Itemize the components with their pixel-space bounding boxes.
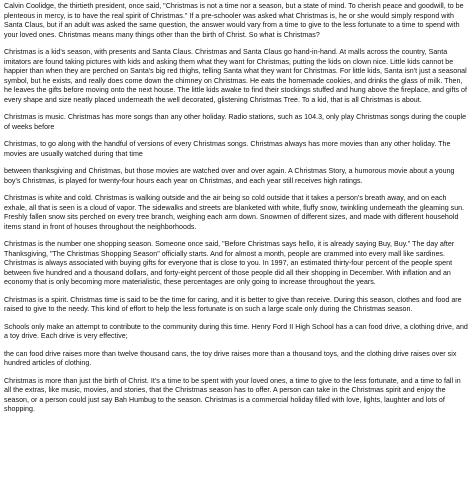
paragraph-spirit: Christmas is a spirit. Christmas time is said to be the time for caring, and it is better to give than receive. During this season, clothes and food are raised to give to the needy. This kind of effort to help the less fortunate is on such a large scale only during the Christmas season. (4, 295, 462, 313)
paragraph-shopping: Christmas is the number one shopping season. Someone once said, "Before Christmas says hello, it is already saying Buy, Buy." The day after Thanksgiving, "The Christmas Shopping Season" officially starts. And for almost a month, people are crammed into every mall like sardines. Christmas is always associated with buying gifts for everyone that is close to you. In 1997, an estimated thirty-four percent of the people spent between five hundred and a thousand dollars, and forty-eight percent of those people did all their shopping in December. With inflation and an economy that is only becoming more materialistic, these percentages are only going to increase throughout the years. (4, 240, 455, 286)
paragraph-intro: Calvin Coolidge, the thirtieth president, once said, "Christmas is not a time nor a season, but a state of mind. To cherish peace and goodwill, to be plenteous in mercy, is to have the real spirit of Christmas." If a pre-schooler was asked what Christmas is, he or she would simply respond with Santa Claus, but if an adult was asked the same question, the answer would vary from a time to give to the less fortunate to a time to spend with your loved ones. Christmas means many things other than the birth of Christ. So what is Christmas? (4, 2, 464, 39)
paragraph-drives: the can food drive raises more than twelve thousand cans, the toy drive raises more than a thousand toys, and the clothing drive raises over six hundred articles of clothing. (4, 349, 457, 367)
paragraph-kids-season: Christmas is a kid's season, with presents and Santa Claus. Christmas and Santa Claus go hand-in-hand. At malls across the country, Santa imitators are found taking pictures with kids and asking them what they want for Christmas, putting the kids on clown nice. Little kids cannot be happier than when they are perched on Santa's big red thighs, telling Santa what they want for Christmas. For little kids, Santa isn't just a seasonal symbol, but he exists, and really does come down the chimney on Christmas. He eats the homemade cookies, and drinks the glass of milk. Then, he leaves the gifts before moving onto the next house. The little kids awake to find their stockings stuffed and hung above the fireplace, and gifts of every shape and size neatly placed underneath the well decorated, glistening Christmas Tree. To a kid, that is all Christmas is about. (4, 48, 467, 104)
paragraph-conclusion: Christmas is more than just the birth of Christ. It's a time to be spent with your loved ones, a time to give to the less fortunate, and a time to fall in all the extras, like music, movies, and stories, that the Christmas season has to offer. A person can take in the Christmas spirit and enjoy the season, or a person could just say Bah Humbug to the season. Christmas is a commercial holiday filled with love, lights, laughter and lots of shopping. (4, 376, 461, 413)
paragraph-white-cold: Christmas is white and cold. Christmas is walking outside and the air being so cold outside that it takes a person's breath away, and on each exhale, all that is seen is a cloud of vapor. The sidewalks and streets are blanketed with white, fluffy snow, twinkling underneath the gleaming sun. Freshly fallen snow sits perched on every tree branch, weighing each arm down. Snowmen of different sizes, and made with different household items stand in front of houses throughout the neighborhoods. (4, 194, 465, 231)
paragraph-christmas-story: between thanksgiving and Christmas, but those movies are watched over and over again. A Christmas Story, a humorous movie about a young boy's Christmas, is played for twenty-four hours each year on Christmas, and each year still receives high ratings. (4, 167, 455, 185)
paragraph-music: Christmas is music. Christmas has more songs than any other holiday. Radio stations, such as 104.3, only play Christmas songs during the couple of weeks before (4, 113, 467, 131)
paragraph-movies: Christmas, to go along with the handful of versions of every Christmas songs. Christmas always has more movies than any other holiday. The movies are usually watched during that time (4, 140, 451, 158)
paragraph-schools: Schools only make an attempt to contribute to the community during this time. Henry Ford II High School has a can food drive, a clothing drive, and a toy drive. Each drive is very effective; (4, 322, 468, 340)
